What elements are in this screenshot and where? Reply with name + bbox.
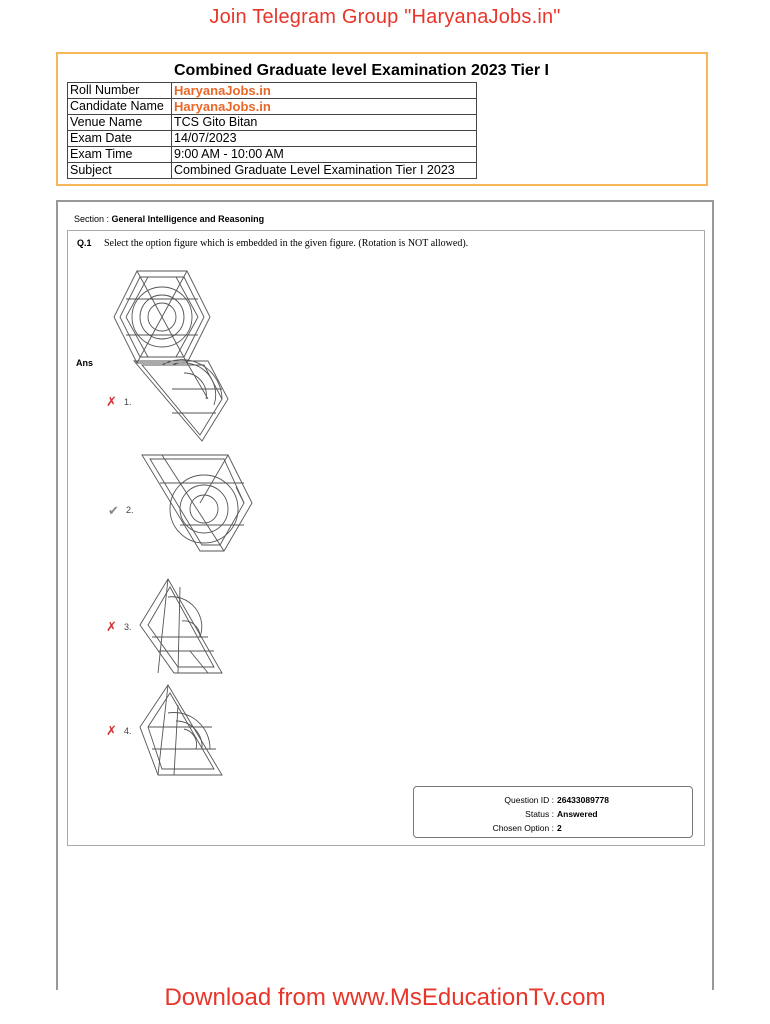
info-row-venue-name <box>68 115 477 131</box>
info-label: Exam Time <box>68 147 172 163</box>
info-value: 14/07/2023 <box>172 131 477 147</box>
info-value: Combined Graduate Level Examination Tier I 2023 <box>172 163 477 179</box>
wrong-mark-icon: ✗ <box>106 723 117 738</box>
info-label: Roll Number <box>68 83 172 99</box>
option-figure-2[interactable] <box>140 453 254 553</box>
info-row-candidate-name <box>68 99 477 115</box>
status-label: Status : <box>525 809 554 819</box>
option-number-1: 1. <box>124 397 132 407</box>
question-id-value: 26433089778 <box>557 795 610 805</box>
answer-label: Ans <box>76 358 94 368</box>
status-value: Answered <box>557 809 598 819</box>
info-label: Candidate Name <box>68 99 172 115</box>
exam-title: Combined Graduate level Examination 2023 Tier I <box>174 62 549 79</box>
option-figure-3[interactable] <box>138 577 224 675</box>
chosen-option-value: 2 <box>557 823 562 833</box>
question-figure <box>112 269 212 365</box>
info-label: Subject <box>68 163 172 179</box>
info-value: HaryanaJobs.in <box>172 83 477 99</box>
question-meta-box <box>413 786 693 838</box>
info-row-exam-time <box>68 147 477 163</box>
info-value: HaryanaJobs.in <box>172 99 477 115</box>
section-name: General Intelligence and Reasoning <box>111 214 265 224</box>
info-label: Exam Date <box>68 131 172 147</box>
info-row-subject <box>68 163 477 179</box>
option-figure-4[interactable] <box>138 683 224 777</box>
exam-info-box <box>56 52 708 186</box>
option-figure-1[interactable] <box>132 359 232 445</box>
response-sheet <box>56 200 714 990</box>
info-value: TCS Gito Bitan <box>172 115 477 131</box>
section-heading <box>74 214 264 224</box>
info-row-roll-number <box>68 83 477 99</box>
question-text: Select the option figure which is embedded in the given figure. (Rotation is NOT allowed). <box>104 238 469 249</box>
section-prefix: Section : <box>74 214 110 224</box>
check-mark-icon: ✔ <box>108 503 119 518</box>
wrong-mark-icon: ✗ <box>106 619 117 634</box>
info-label: Venue Name <box>68 115 172 131</box>
question-number: Q.1 <box>77 238 92 248</box>
wrong-mark-icon: ✗ <box>106 394 117 409</box>
option-number-4: 4. <box>124 726 132 736</box>
candidate-info-table <box>67 82 477 179</box>
question-id-label: Question ID : <box>504 795 554 805</box>
top-banner: Join Telegram Group "HaryanaJobs.in" <box>209 6 561 28</box>
option-number-2: 2. <box>126 505 134 515</box>
info-value: 9:00 AM - 10:00 AM <box>172 147 477 163</box>
info-row-exam-date <box>68 131 477 147</box>
option-number-3: 3. <box>124 622 132 632</box>
chosen-option-label: Chosen Option : <box>492 823 554 833</box>
bottom-banner[interactable]: Download from www.MsEducationTv.com <box>164 984 606 1011</box>
question-panel <box>67 230 705 846</box>
